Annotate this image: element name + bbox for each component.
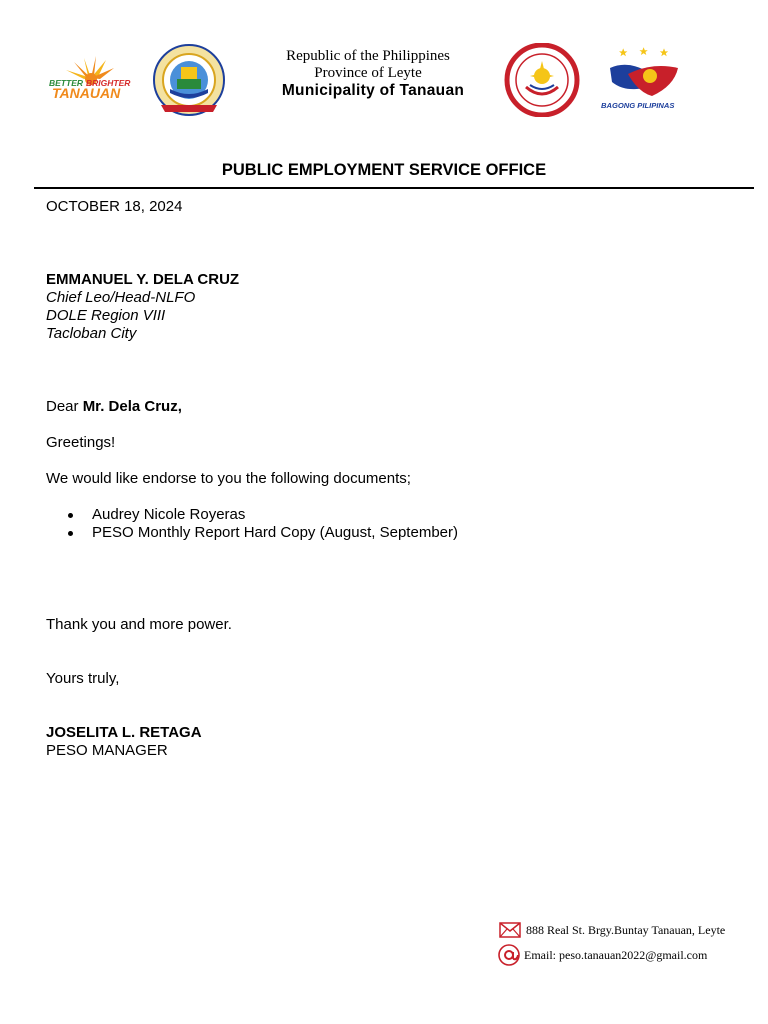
recipient-title: Chief Leo/Head-NLFO <box>46 289 196 306</box>
envelope-icon <box>499 922 521 938</box>
salutation-name: Mr. Dela Cruz, <box>82 398 182 415</box>
intro-paragraph: We would like endorse to you the following documents; <box>46 470 411 487</box>
municipality-seal-logo <box>147 43 231 117</box>
bullet-icon <box>68 513 73 518</box>
list-item: PESO Monthly Report Hard Copy (August, September) <box>46 524 458 542</box>
salutation <box>46 398 182 416</box>
signoff: Yours truly, <box>46 670 120 687</box>
signer-title: PESO MANAGER <box>46 742 168 759</box>
svg-text:BETTER: BETTER <box>49 78 83 88</box>
header-divider <box>34 187 754 189</box>
header-municipality: Municipality of Tanauan <box>281 82 465 99</box>
svg-text:TANAUAN: TANAUAN <box>52 85 121 101</box>
office-title: PUBLIC EMPLOYMENT SERVICE OFFICE <box>221 161 547 179</box>
greeting: Greetings! <box>46 434 116 451</box>
header-province: Province of Leyte <box>314 65 422 81</box>
salutation-prefix: Dear <box>46 398 83 415</box>
bagong-pilipinas-text: BAGONG PILIPINAS <box>601 101 675 110</box>
recipient-name: EMMANUEL Y. DELA CRUZ <box>46 271 240 288</box>
bagong-pilipinas-logo <box>598 46 690 114</box>
bullet-icon <box>68 531 73 536</box>
svg-text:BRIGHTER: BRIGHTER <box>86 78 131 88</box>
signer-name: JOSELITA L. RETAGA <box>46 724 202 741</box>
email-at-icon <box>498 944 520 966</box>
recipient-city: Tacloban City <box>46 325 137 342</box>
peso-logo <box>502 43 582 117</box>
header-republic: Republic of the Philippines <box>286 48 450 64</box>
letter-date: OCTOBER 18, 2024 <box>46 198 183 215</box>
footer-address: 888 Real St. Brgy.Buntay Tanauan, Leyte <box>526 923 726 937</box>
document-list <box>46 506 458 542</box>
list-item: Audrey Nicole Royeras <box>46 506 458 524</box>
better-brighter-tanauan-logo <box>46 52 136 102</box>
recipient-office: DOLE Region VIII <box>46 307 166 324</box>
footer-email: Email: peso.tanauan2022@gmail.com <box>524 948 708 962</box>
stars-icon <box>619 47 668 56</box>
closing-line: Thank you and more power. <box>46 616 232 633</box>
